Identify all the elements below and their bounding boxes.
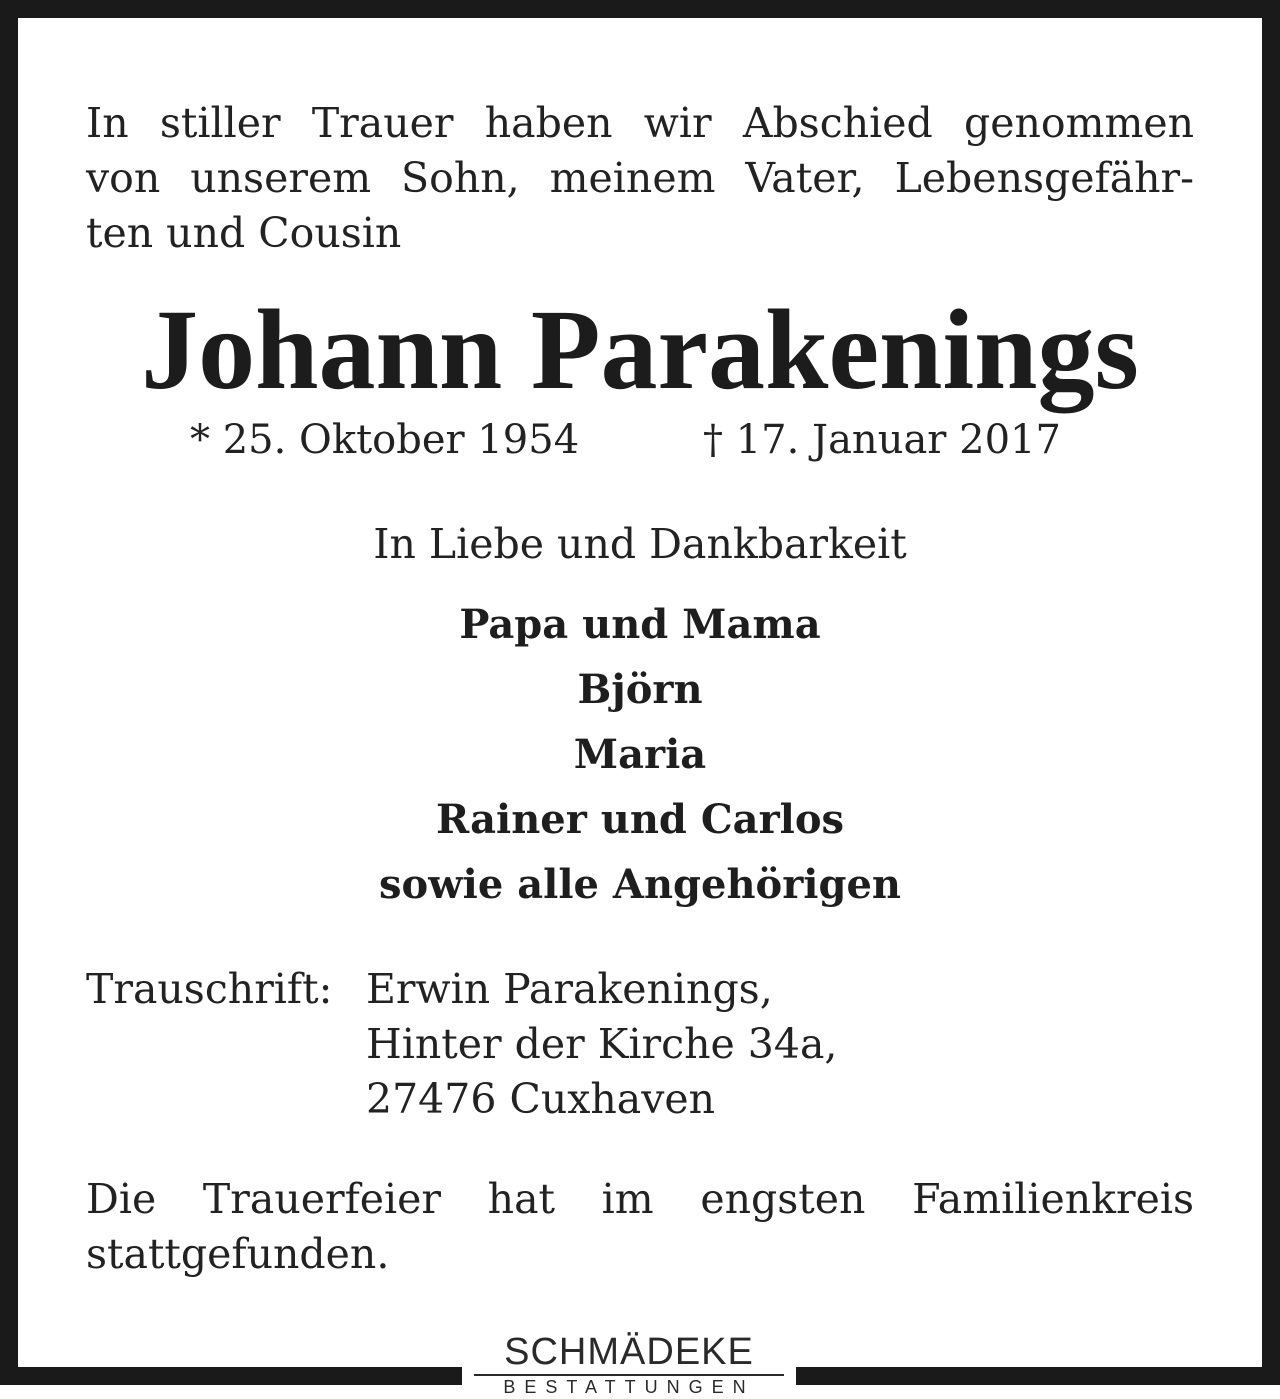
- funeral-home-subtitle: BESTATTUNGEN: [503, 1377, 755, 1397]
- condolence-address-label: Trauschrift:: [86, 965, 333, 1013]
- address-line: Erwin Parakenings,: [366, 965, 773, 1013]
- funeral-home-logo: [462, 1330, 796, 1399]
- address-line: 27476 Cuxhaven: [366, 1075, 716, 1123]
- dedication: In Liebe und Dankbarkeit: [373, 520, 907, 568]
- intro-line: von unserem Sohn, meinem Vater, Lebensgefähr-: [86, 154, 1194, 202]
- address-line: Hinter der Kirche 34a,: [366, 1020, 838, 1068]
- border-bottom-left: [0, 1367, 462, 1385]
- border-bottom-right: [796, 1367, 1280, 1385]
- funeral-home-name: SCHMÄDEKE: [504, 1331, 754, 1373]
- outro-line: stattgefunden.: [86, 1230, 390, 1278]
- mourner-entry: Papa und Mama: [459, 601, 821, 648]
- intro-line: In stiller Trauer haben wir Abschied genommen: [86, 99, 1194, 147]
- death-date: † 17. Januar 2017: [703, 417, 1061, 463]
- birth-date: * 25. Oktober 1954: [190, 417, 580, 463]
- mourner-entry: Björn: [577, 666, 703, 713]
- mourners-list: [0, 592, 1280, 917]
- outro-line: Die Trauerfeier hat im engsten Familienkreis: [86, 1175, 1194, 1223]
- intro-paragraph: [86, 96, 1194, 261]
- mourner-entry: Maria: [573, 731, 707, 778]
- intro-line: ten und Cousin: [86, 209, 402, 257]
- border-top: [0, 0, 1280, 18]
- mourner-entry: sowie alle Angehörigen: [379, 861, 901, 908]
- mourner-entry: Rainer und Carlos: [435, 796, 845, 843]
- condolence-address: [366, 962, 837, 1127]
- outro-paragraph: [86, 1172, 1194, 1282]
- deceased-name: Johann Parakenings: [141, 286, 1139, 413]
